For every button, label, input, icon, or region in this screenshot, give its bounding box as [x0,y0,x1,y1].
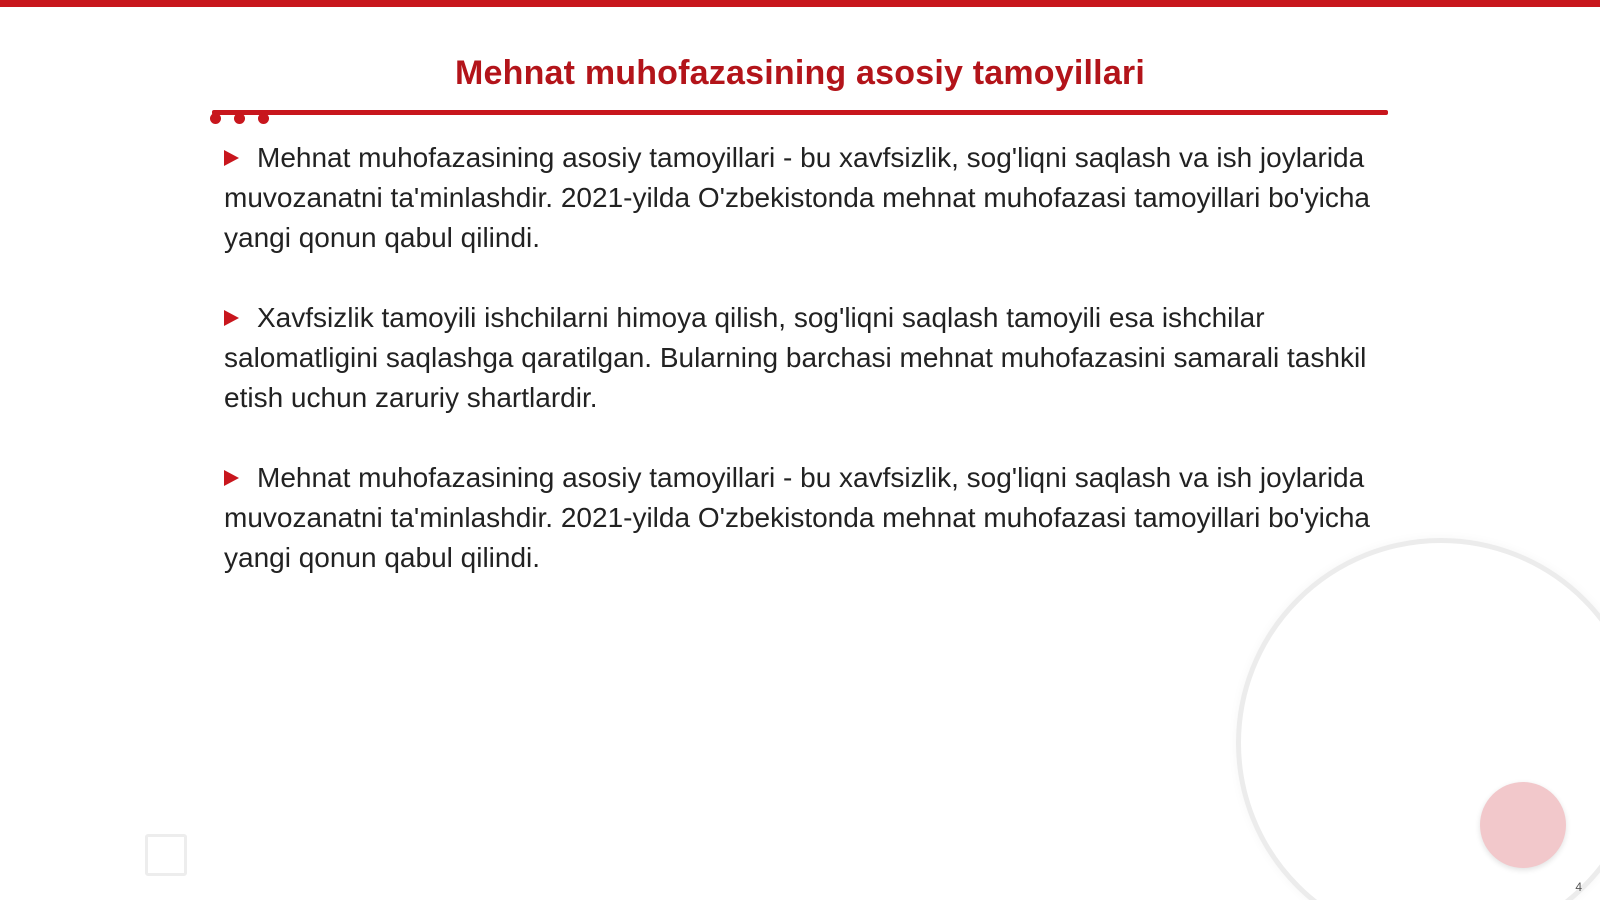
triangle-bullet-icon [224,150,239,166]
decor-circle-icon [1480,782,1566,868]
bullet-list [224,138,1374,618]
bullet-item [224,138,1374,258]
decor-dot-icon [258,113,269,124]
decor-square-icon [145,834,187,876]
bullet-text: Xavfsizlik tamoyili ishchilarni himoya qilish, sog'liqni saqlash tamoyili esa ishchilar salomatligini saqlashga qaratilgan. Bularning barchasi mehnat muhofazasini samarali tashkil etish uchun zaruriy shartlardir. [224,302,1367,413]
bullet-item [224,298,1374,418]
decor-dot-icon [234,113,245,124]
page-number: 4 [1575,880,1582,894]
top-accent-bar [0,0,1600,7]
decor-dot-icon [210,113,221,124]
triangle-bullet-icon [224,310,239,326]
bullet-text: Mehnat muhofazasining asosiy tamoyillari - bu xavfsizlik, sog'liqni saqlash va ish joylarida muvozanatni ta'minlashdir. 2021-yilda O'zbekistonda mehnat muhofazasi tamoyillari bo'yicha yangi qonun qabul qilindi. [224,142,1370,253]
triangle-bullet-icon [224,470,239,486]
title-underline [212,110,1388,115]
bullet-text: Mehnat muhofazasining asosiy tamoyillari - bu xavfsizlik, sog'liqni saqlash va ish joylarida muvozanatni ta'minlashdir. 2021-yilda O'zbekistonda mehnat muhofazasi tamoyillari bo'yicha yangi qonun qabul qilindi. [224,462,1370,573]
slide-title: Mehnat muhofazasining asosiy tamoyillari [454,54,1146,92]
bullet-item [224,458,1374,578]
